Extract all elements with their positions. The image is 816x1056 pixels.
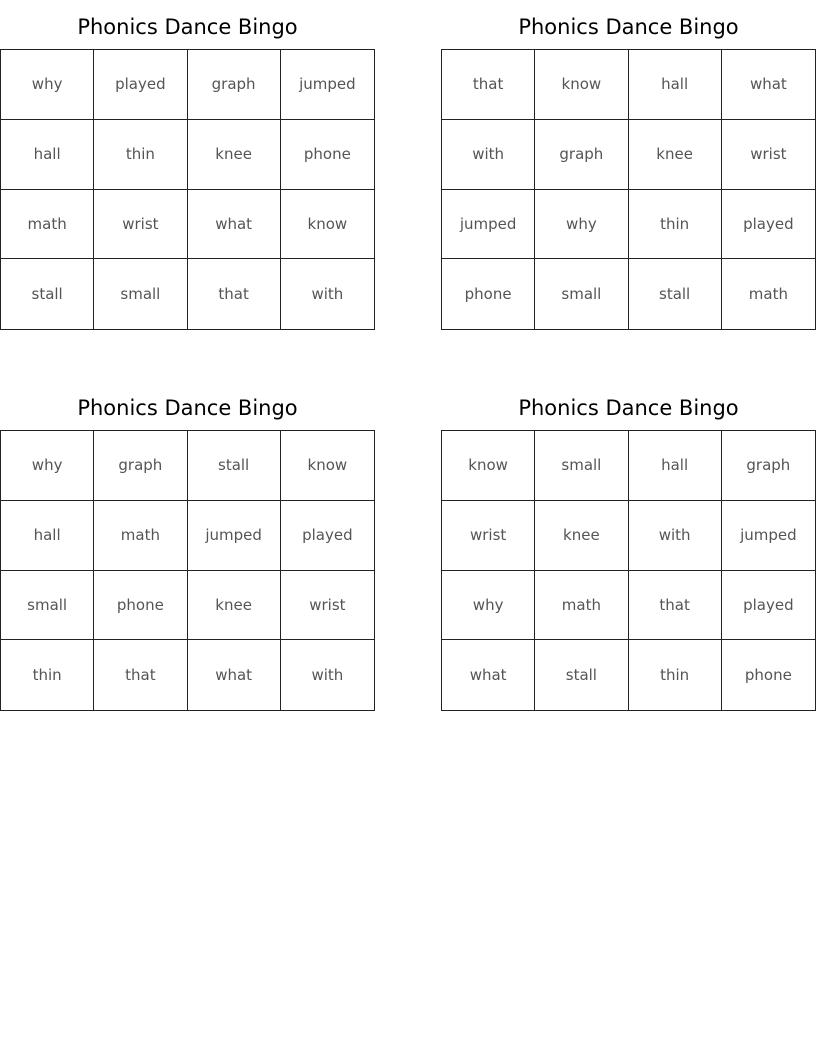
bingo-cell: graph xyxy=(722,431,815,501)
bingo-grid xyxy=(0,430,375,711)
bingo-cell: hall xyxy=(629,431,722,501)
bingo-cell: phone xyxy=(744,666,792,685)
card-title: Phonics Dance Bingo xyxy=(518,15,739,39)
bingo-cell: that xyxy=(442,50,535,120)
bingo-cell: with xyxy=(311,285,344,304)
bingo-cell: know xyxy=(281,431,374,501)
bingo-cell: knee xyxy=(188,571,281,641)
bingo-cell: why xyxy=(442,571,535,641)
bingo-cell: math xyxy=(535,571,628,641)
bingo-cell: played xyxy=(281,501,374,571)
bingo-cell: thin xyxy=(1,640,94,710)
bingo-cell: stall xyxy=(1,259,94,329)
bingo-cell: hall xyxy=(1,120,94,190)
bingo-cell: small xyxy=(94,259,187,329)
bingo-cell: hall xyxy=(1,501,94,571)
bingo-cell: that xyxy=(94,640,187,710)
bingo-cell: with xyxy=(311,666,344,685)
bingo-cell: thin xyxy=(94,120,187,190)
bingo-cell: that xyxy=(629,571,722,641)
bingo-cell: why xyxy=(535,190,628,260)
bingo-cell: jumped xyxy=(722,501,815,571)
bingo-cell: jumped xyxy=(188,501,281,571)
bingo-cell: hall xyxy=(629,50,722,120)
bingo-grid xyxy=(441,430,816,711)
bingo-cell: played xyxy=(722,190,815,260)
bingo-cell: with xyxy=(629,501,722,571)
bingo-cell: wrist xyxy=(94,190,187,260)
bingo-cell: knee xyxy=(629,120,722,190)
bingo-cell: wrist xyxy=(722,120,815,190)
bingo-cell: knee xyxy=(188,120,281,190)
card-title: Phonics Dance Bingo xyxy=(518,396,739,420)
bingo-cell: phone xyxy=(442,259,535,329)
bingo-cell: stall xyxy=(188,431,281,501)
bingo-cell: small xyxy=(535,431,628,501)
bingo-cell: why xyxy=(1,50,94,120)
bingo-cell: math xyxy=(94,501,187,571)
bingo-cell: graph xyxy=(188,50,281,120)
card-title: Phonics Dance Bingo xyxy=(77,15,298,39)
bingo-cell: knee xyxy=(535,501,628,571)
bingo-cell: what xyxy=(442,640,535,710)
bingo-cell: what xyxy=(722,50,815,120)
bingo-cell: with xyxy=(442,120,535,190)
bingo-cell: small xyxy=(535,259,628,329)
bingo-cell: thin xyxy=(629,640,722,710)
bingo-cell: know xyxy=(281,190,374,260)
bingo-cell: stall xyxy=(535,640,628,710)
bingo-cell: wrist xyxy=(281,571,374,641)
bingo-cell: stall xyxy=(629,259,722,329)
bingo-cell: what xyxy=(188,190,281,260)
bingo-cell: why xyxy=(1,431,94,501)
bingo-cell: know xyxy=(442,431,535,501)
card-title: Phonics Dance Bingo xyxy=(77,396,298,420)
bingo-cell: that xyxy=(188,259,281,329)
bingo-cell: graph xyxy=(535,120,628,190)
bingo-cell: small xyxy=(1,571,94,641)
bingo-cell: played xyxy=(94,50,187,120)
bingo-cell: wrist xyxy=(442,501,535,571)
bingo-cell: jumped xyxy=(442,190,535,260)
bingo-cell: graph xyxy=(94,431,187,501)
bingo-cell: phone xyxy=(281,120,374,190)
bingo-cell: what xyxy=(188,640,281,710)
bingo-cell: know xyxy=(535,50,628,120)
bingo-grid xyxy=(0,49,375,330)
bingo-cell: math xyxy=(748,285,788,304)
bingo-cell: thin xyxy=(629,190,722,260)
bingo-cell: phone xyxy=(94,571,187,641)
bingo-cell: math xyxy=(1,190,94,260)
bingo-grid xyxy=(441,49,816,330)
bingo-cell: played xyxy=(722,571,815,641)
bingo-cell: jumped xyxy=(281,50,374,120)
